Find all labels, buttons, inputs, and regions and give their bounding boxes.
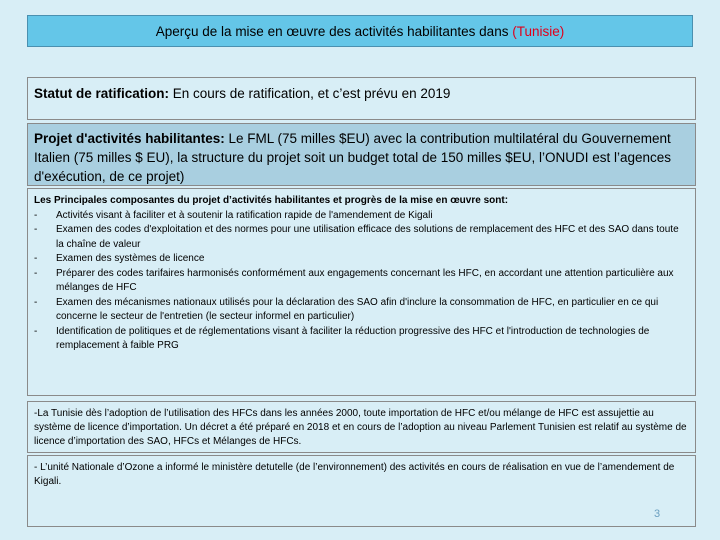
page-number: 3 bbox=[654, 508, 661, 520]
statut-text: En cours de ratification, et c’est prévu en 2019 bbox=[169, 86, 451, 101]
slide-title bbox=[27, 15, 693, 47]
list-item: - Préparer des codes tarifaires harmonisés conformément aux engagements concernant les HFC, en accordant une attention particulière aux mélanges de HFC bbox=[34, 267, 674, 293]
project-box bbox=[27, 123, 696, 186]
list-item: - Examen des mécanismes nationaux utilisés pour la déclaration des SAO afin d'inclure la consommation de HFC, en particulier en ce qui concerne le secteur de l'entretien (le secteur informel en particulier) bbox=[34, 296, 659, 322]
ratification-status-box bbox=[27, 77, 696, 120]
projet-text: Le FML (75 milles $EU) avec la contribution multilatéral du Gouvernement Italien (75 milles $ EU), la structure du projet soit un budget total de 150 milles $EU, l’ONUDI est l’agences d'exécution, de ce projet) bbox=[34, 131, 672, 184]
title-country: (Tunisie) bbox=[512, 23, 565, 39]
components-heading: Les Principales composantes du projet d’activités habilitantes et progrès de la mise en œuvre sont: bbox=[34, 195, 509, 206]
list-item: - Examen des codes d'exploitation et des normes pour une utilisation efficace des solutions de remplacement des HFC et des SAO dans toute la chaîne de valeur bbox=[34, 224, 679, 250]
ozone-unit-box bbox=[27, 455, 696, 527]
tunisie-licensing-box bbox=[27, 401, 696, 453]
components-list bbox=[34, 209, 689, 354]
title-text: Aperçu de la mise en œuvre des activités habilitantes dans bbox=[155, 23, 509, 39]
list-item: - Examen des systèmes de licence bbox=[34, 253, 205, 264]
list-item: - Identification de politiques et de réglementations visant à faciliter la réduction progressive des HFC et l'introduction de technologies de remplacement à faible PRG bbox=[34, 325, 650, 351]
statut-label: Statut de ratification: bbox=[34, 86, 170, 101]
tunisie-text: -La Tunisie dès l’adoption de l’utilisation des HFCs dans les années 2000, toute importation de HFC et/ou mélange de HFC est assujettie au système de licence d’importation. Un décret a été préparé en 2018 et en cours de l’adoption au niveau Parlement Tunisien est relatif au système de licence d’importation des SAO, HFCs et Mélanges de HFCs. bbox=[34, 408, 687, 447]
list-item: - Activités visant à faciliter et à soutenir la ratification rapide de l'amendement de Kigali bbox=[34, 209, 433, 221]
components-box bbox=[27, 188, 696, 396]
projet-label: Projet d'activités habilitantes: bbox=[34, 131, 225, 146]
uno-text: - L’unité Nationale d’Ozone a informé le ministère detutelle (de l’environnement) des activités en cours de réalisation en vue de l’amendement de Kigali. bbox=[34, 462, 675, 487]
